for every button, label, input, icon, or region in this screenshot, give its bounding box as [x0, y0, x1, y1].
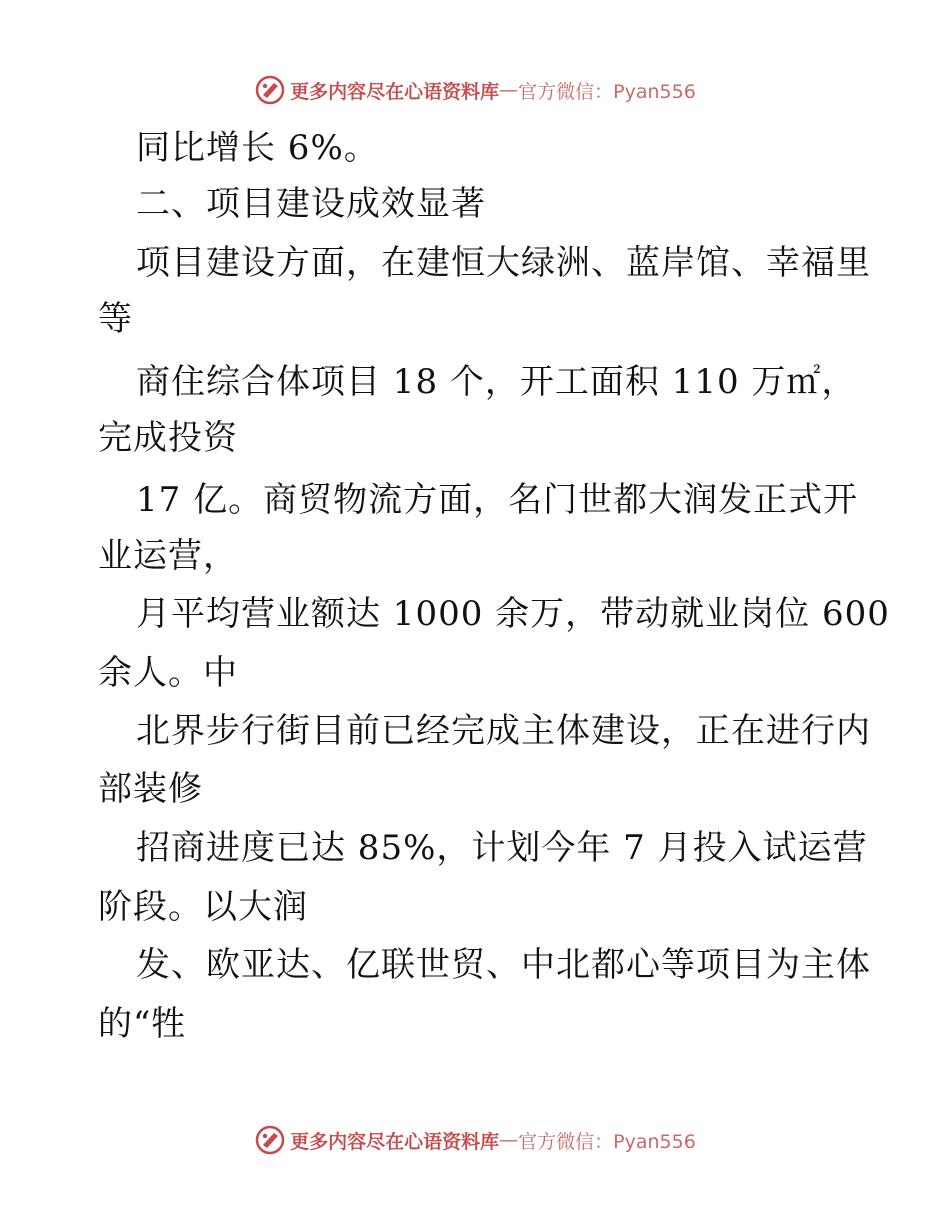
- body-line: 的“牲: [98, 1004, 187, 1044]
- body-line: 业运营，: [98, 536, 238, 576]
- body-line: 项目建设方面，在建恒大绿洲、蓝岸馆、幸福里: [136, 243, 871, 283]
- banner-wechat: 官方微信：Pyan556: [518, 80, 696, 103]
- body-line: 月平均营业额达 1000 余万，带动就业岗位 600: [136, 594, 890, 634]
- banner-text: 更多内容尽在心语资料库: [290, 1130, 500, 1153]
- banner-dash: —: [499, 1129, 519, 1151]
- banner-wechat: 官方微信：Pyan556: [518, 1130, 696, 1153]
- library-logo-icon: [254, 1124, 286, 1156]
- body-line: 余人。中: [98, 653, 238, 693]
- banner-text: 更多内容尽在心语资料库: [290, 80, 500, 103]
- body-line: 阶段。以大润: [98, 887, 308, 927]
- body-line: 17 亿。商贸物流方面，名门世都大润发正式开: [136, 480, 859, 520]
- section-heading: 二、项目建设成效显著: [136, 184, 486, 224]
- footer-banner: [0, 1122, 950, 1158]
- body-line: 发、欧亚达、亿联世贸、中北都心等项目为主体: [136, 945, 871, 985]
- body-line: 北界步行街目前已经完成主体建设，正在进行内: [136, 711, 871, 751]
- body-line: 等: [98, 299, 133, 339]
- body-line: 完成投资: [98, 418, 238, 458]
- banner-dash: —: [499, 79, 519, 101]
- body-line: 部装修: [98, 769, 203, 809]
- body-line: 招商进度已达 85%，计划今年 7 月投入试运营: [136, 828, 868, 868]
- body-line: 同比增长 6%。: [136, 128, 379, 168]
- body-line: 商住综合体项目 18 个，开工面积 110 万㎡，: [136, 362, 857, 402]
